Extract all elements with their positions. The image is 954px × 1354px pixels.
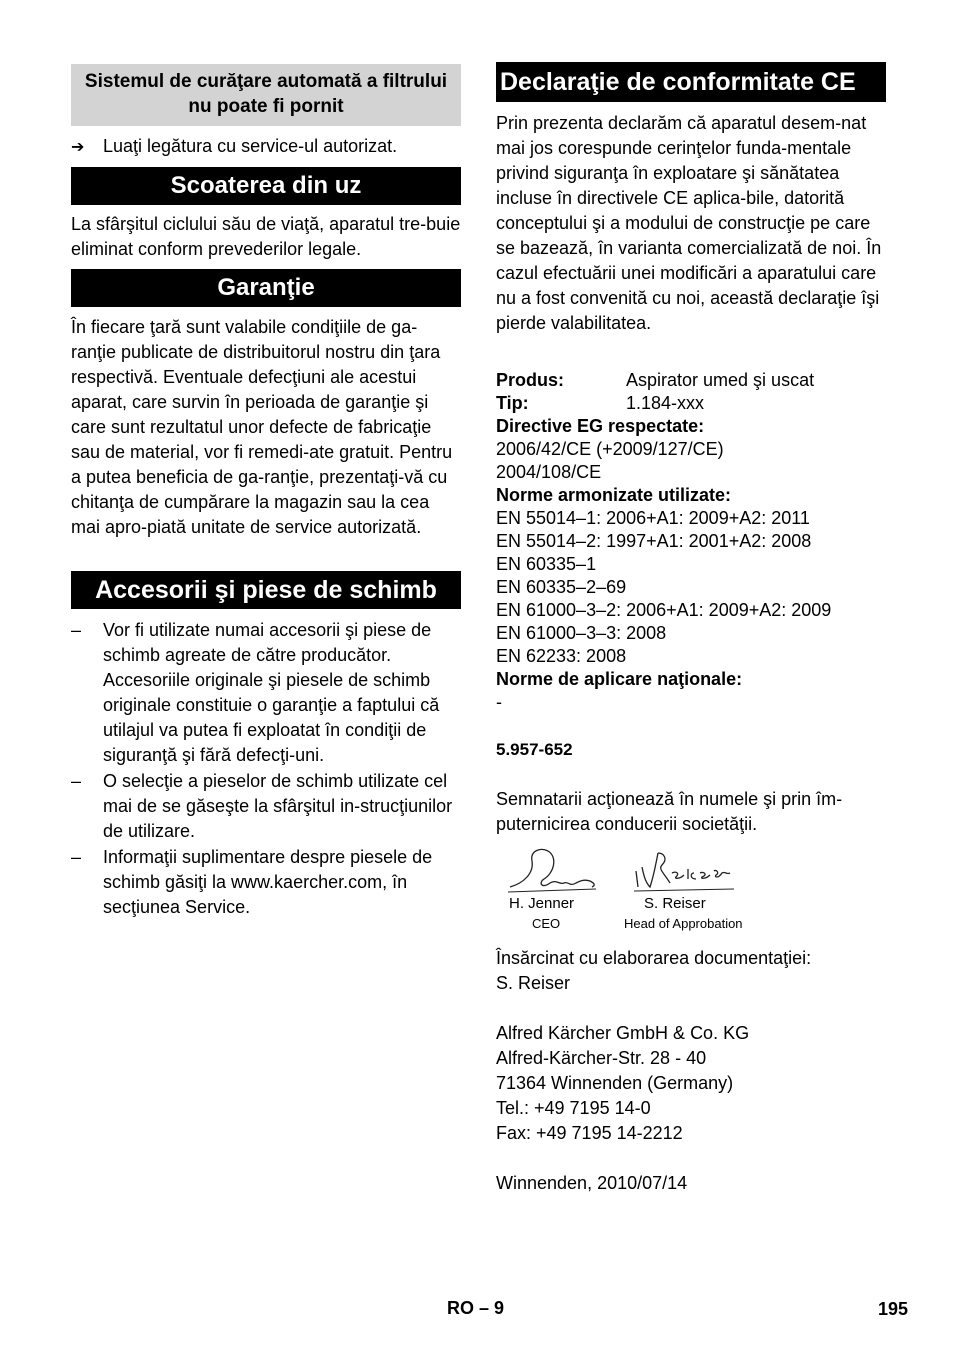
directive-item: 2004/108/CE [496,462,602,482]
national-value: - [496,692,502,712]
company-line: Tel.: +49 7195 14-0 [496,1098,651,1118]
company-line: 71364 Winnenden (Germany) [496,1073,734,1093]
warranty-text: În fiecare ţară sunt valabile condiţiile de ga-ranţie publicate de distribuitorul nostru din ţara respectivă. Eventuale defecţiuni ale acestui aparat, care survin în perioada de garanţie şi care sunt rezultatul unor defecte de fabricaţie sau de material, vor fi remedi-ate gratuit. Pentru a putea beneficia de ga-ranţie, prezentaţi-vă cu chitanţa de cumpărare la magazin sau la cea mai apro-piată unitate de service autorizată. [71,317,453,537]
doc-responsible-name: S. Reiser [496,973,571,993]
accessories-heading: Accesorii şi piese de schimb [71,571,461,609]
section-code: RO – 9 [447,1298,505,1318]
filter-heading: Sistemul de curăţare automată a filtrului nu poate fi pornit [71,64,461,126]
doc-responsible-label: Însărcinat cu elaborarea documentaţiei: [496,948,812,968]
product-value: Aspirator umed şi uscat [626,370,815,390]
standard-item: EN 61000–3–3: 2008 [496,623,667,643]
standard-item: EN 60335–1 [496,554,597,574]
signer-1-name: H. Jenner [509,895,575,912]
decommission-text: La sfârşitul ciclului său de viaţă, aparatul tre-buie eliminat conform prevederilor legale. [71,214,461,259]
standard-item: EN 62233: 2008 [496,646,627,666]
arrow-right-icon: ➔ [71,139,85,156]
type-value: 1.184-xxx [626,393,705,413]
signature-area [496,843,886,938]
signer-2-name: S. Reiser [644,895,706,912]
product-label: Produs: [496,370,565,390]
product-row [496,369,886,392]
company-line: Fax: +49 7195 14-2212 [496,1123,683,1143]
list-item: – Vor fi utilizate numai accesorii şi piese de schimb agreate de către producător. Accesoriile originale şi piesele de schimb originale constituie o garanţie a faptului că utilajul va putea fi exploatat în condiţii de siguranţă şi fără defecţi-uni. [71,620,440,765]
standards-label: Norme armonizate utilizate: [496,485,732,505]
signatories-text: Semnatarii acţionează în numele şi prin îm-puternicirea conducerii societăţii. [496,789,843,834]
standard-item: EN 61000–3–2: 2006+A1: 2009+A2: 2009 [496,600,832,620]
accessories-list [71,618,461,921]
directives-label: Directive EG respectate: [496,416,705,436]
type-label: Tip: [496,393,529,413]
page-number: 195 [878,1299,909,1319]
specification-block [496,369,886,714]
declaration-text: Prin prezenta declarăm că aparatul desem-nat mai jos corespunde cerinţelor funda-mentale privind siguranţa în exploatare şi sănătatea incluse în directivele CE aplica-bile, datorită conceptului şi a modului de construcţie pe care se bazează, în varianta comercializată de noi. În cazul efectuării unei modificări a aparatului care nu a fost convenită cu noi, această declaraţie îşi pierde valabilitatea. [496,113,882,333]
place-date: Winnenden, 2010/07/14 [496,1173,688,1193]
document-code: 5.957-652 [496,740,573,759]
company-line: Alfred-Kärcher-Str. 28 - 40 [496,1048,707,1068]
directive-item: 2006/42/CE (+2009/127/CE) [496,439,724,459]
type-row [496,392,886,415]
warranty-heading: Garanţie [71,269,461,307]
decommission-heading: Scoaterea din uz [71,167,461,205]
signer-1-role: CEO [532,916,561,931]
list-item: – O selecţie a pieselor de schimb utilizate cel mai de se găseşte la sfârşitul in-strucţiunilor de utilizare. [71,771,453,841]
standard-item: EN 55014–1: 2006+A1: 2009+A2: 2011 [496,508,810,528]
national-label: Norme de aplicare naţionale: [496,669,743,689]
standard-item: EN 55014–2: 1997+A1: 2001+A2: 2008 [496,531,812,551]
list-item: – Informaţii suplimentare despre piesele de schimb găsiţi la www.kaercher.com, în secţiunea Service. [71,847,433,917]
filter-step-text: Luaţi legătura cu service-ul autorizat. [103,136,398,156]
signer-2-role: Head of Approbation [624,916,743,931]
company-line: Alfred Kärcher GmbH & Co. KG [496,1023,750,1043]
standard-item: EN 60335–2–69 [496,577,627,597]
signature-image [504,843,764,903]
declaration-heading: Declaraţie de conformitate CE [496,62,886,102]
filter-step [71,134,397,160]
